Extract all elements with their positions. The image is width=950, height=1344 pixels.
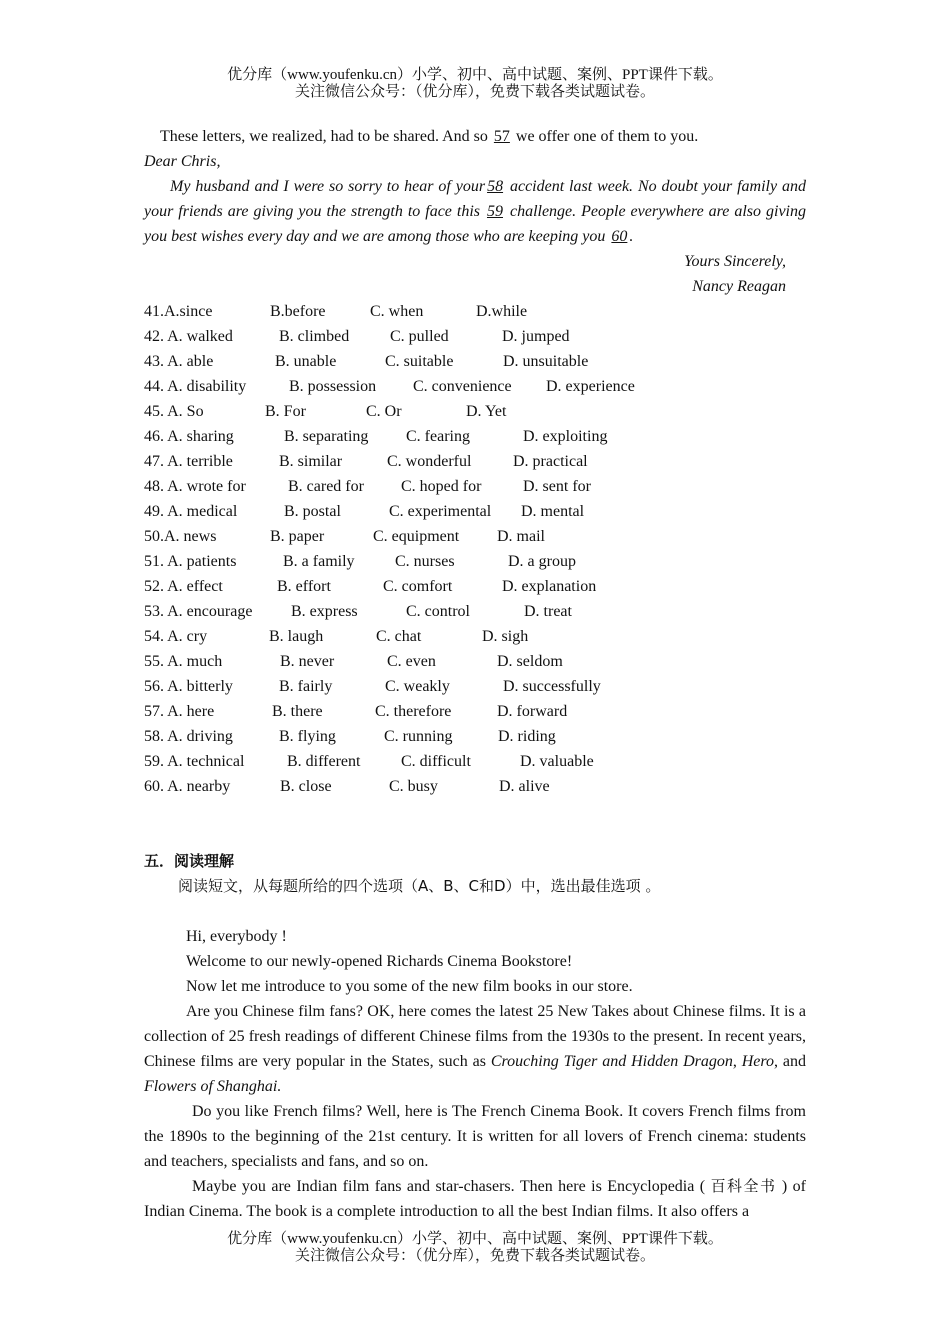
option-b: B. For xyxy=(265,403,306,420)
option-d: D. exploiting xyxy=(523,428,608,445)
option-a xyxy=(144,774,230,799)
question-row xyxy=(144,774,806,799)
option-a xyxy=(144,674,233,699)
question-number: 53. xyxy=(144,603,168,620)
blank-60: 60 xyxy=(611,228,628,245)
document-body xyxy=(144,124,806,1224)
question-row xyxy=(144,499,806,524)
option-text: A. medical xyxy=(167,503,238,520)
page-header xyxy=(0,67,950,101)
option-b: B. similar xyxy=(279,453,343,470)
option-d: D. treat xyxy=(524,603,572,620)
option-text: A. disability xyxy=(167,378,247,395)
question-list xyxy=(144,299,806,799)
option-d: D. sigh xyxy=(482,628,529,645)
letter-body-text-c: challenge. People everywhere are also giving you best wishes every day and we are among those who are keeping you xyxy=(144,203,806,245)
reading-paragraph-3 xyxy=(144,1174,806,1224)
option-text: A. bitterly xyxy=(167,678,233,695)
option-a xyxy=(144,374,246,399)
option-b: B. express xyxy=(291,603,358,620)
option-c: C. even xyxy=(387,653,436,670)
option-c: C. running xyxy=(384,728,453,745)
option-d: D. practical xyxy=(513,453,588,470)
option-b: B.before xyxy=(270,303,326,320)
question-row xyxy=(144,624,806,649)
option-text: A. patients xyxy=(167,553,237,570)
question-number: 51. xyxy=(144,553,168,570)
option-a xyxy=(144,299,212,324)
section-instruction: 阅读短文，从每题所给的四个选项（A、B、C和D）中，选出最佳选项 。 xyxy=(178,877,661,895)
option-b: B. there xyxy=(272,703,323,720)
question-row xyxy=(144,549,806,574)
option-b: B. effort xyxy=(277,578,331,595)
question-number: 45. xyxy=(144,403,168,420)
option-c: C. control xyxy=(406,603,470,620)
option-a xyxy=(144,649,222,674)
page-footer xyxy=(0,1231,950,1265)
option-b: B. cared for xyxy=(288,478,364,495)
question-row xyxy=(144,474,806,499)
question-number: 59. xyxy=(144,753,168,770)
question-number: 55. xyxy=(144,653,168,670)
option-b: B. possession xyxy=(289,378,377,395)
option-text: A. nearby xyxy=(167,778,231,795)
option-d: D. experience xyxy=(546,378,635,395)
option-c: C. nurses xyxy=(395,553,455,570)
question-row xyxy=(144,574,806,599)
blank-57: 57 xyxy=(493,128,510,145)
option-a xyxy=(144,749,244,774)
question-row xyxy=(144,649,806,674)
question-row xyxy=(144,299,806,324)
option-b: B. close xyxy=(280,778,332,795)
intro-text: These letters, we realized, had to be shared. And so xyxy=(160,128,492,145)
option-c: C. experimental xyxy=(389,503,492,520)
option-b: B. never xyxy=(280,653,335,670)
option-a xyxy=(144,424,234,449)
option-c: C. equipment xyxy=(373,528,460,545)
question-number: 48. xyxy=(144,478,168,495)
option-text: A. driving xyxy=(167,728,233,745)
question-row xyxy=(144,449,806,474)
question-row xyxy=(144,374,806,399)
option-a xyxy=(144,599,252,624)
option-a xyxy=(144,524,216,549)
encyclopedia-cn: 百科全书 xyxy=(710,1177,777,1195)
option-text: A. here xyxy=(167,703,215,720)
p3-text-b: ) of Indian Cinema. The book is a complete introduction to all the best Indian films. It also offers a xyxy=(144,1178,807,1220)
option-d: D. alive xyxy=(499,778,550,795)
option-c: C. comfort xyxy=(383,578,453,595)
question-number: 44. xyxy=(144,378,168,395)
option-c: C. Or xyxy=(366,403,402,420)
p1-sep-1: , xyxy=(732,1053,742,1070)
option-d: D.while xyxy=(476,303,528,320)
option-b: B. a family xyxy=(283,553,355,570)
option-a xyxy=(144,474,246,499)
footer-line-2: 关注微信公众号：（优分库），免费下载各类试题试卷。 xyxy=(294,1248,655,1264)
blank-59: 59 xyxy=(486,203,503,220)
option-text: A. wrote for xyxy=(167,478,246,495)
question-number: 46. xyxy=(144,428,168,445)
option-c: C. weakly xyxy=(385,678,450,695)
option-b: B. fairly xyxy=(279,678,333,695)
option-a xyxy=(144,399,204,424)
option-text: A. So xyxy=(167,403,204,420)
letter-body xyxy=(144,174,806,249)
option-text: A. encourage xyxy=(167,603,253,620)
option-c: C. chat xyxy=(376,628,422,645)
option-b: B. separating xyxy=(284,428,369,445)
option-text: A. sharing xyxy=(167,428,234,445)
question-number: 58. xyxy=(144,728,168,745)
option-d: D. a group xyxy=(508,553,576,570)
letter-signature: Nancy Reagan xyxy=(692,278,786,295)
option-d: D. Yet xyxy=(466,403,507,420)
question-number: 42. xyxy=(144,328,168,345)
question-number: 49. xyxy=(144,503,168,520)
question-row xyxy=(144,674,806,699)
option-text: A. cry xyxy=(167,628,208,645)
question-row xyxy=(144,599,806,624)
footer-line-1: 优分库（www.youfenku.cn）小学、初中、高中试题、案例、PPT课件下载。 xyxy=(227,1231,723,1247)
option-d: D. riding xyxy=(498,728,556,745)
letter-body-text-b: accident last week. No doubt your family and your friends are giving you the strength to face this xyxy=(144,178,806,220)
option-d: D. seldom xyxy=(497,653,563,670)
question-row xyxy=(144,699,806,724)
question-number: 56. xyxy=(144,678,168,695)
option-b: B. flying xyxy=(279,728,336,745)
film-title: Flowers of Shanghai. xyxy=(144,1078,282,1095)
intro-text-end: we offer one of them to you. xyxy=(511,128,699,145)
question-row xyxy=(144,524,806,549)
reading-intro: Now let me introduce to you some of the new film books in our store. xyxy=(186,978,633,995)
question-row xyxy=(144,424,806,449)
option-c: C. hoped for xyxy=(401,478,482,495)
option-text: A. terrible xyxy=(167,453,233,470)
option-c: C. pulled xyxy=(390,328,449,345)
option-d: D. mental xyxy=(521,503,585,520)
option-d: D. unsuitable xyxy=(503,353,589,370)
option-text: A. much xyxy=(167,653,223,670)
question-row xyxy=(144,349,806,374)
option-d: D. mail xyxy=(497,528,545,545)
reading-welcome: Welcome to our newly-opened Richards Cinema Bookstore! xyxy=(186,953,573,970)
option-c: C. suitable xyxy=(385,353,454,370)
option-b: B. paper xyxy=(270,528,325,545)
question-number: 54. xyxy=(144,628,168,645)
option-text: A. technical xyxy=(167,753,245,770)
option-text: A. effect xyxy=(167,578,223,595)
p1-text: Are you Chinese film fans? OK, here comes the latest 25 New Takes about Chinese films. It is a collection of 25 fresh readings of different Chinese films from the 1930s to the present. In recent years, Chinese films are very popular in the States, such as xyxy=(144,1003,806,1070)
option-d: D. forward xyxy=(497,703,568,720)
reading-paragraph-1 xyxy=(144,999,806,1099)
letter-closing: Yours Sincerely, xyxy=(684,253,786,270)
question-number: 57. xyxy=(144,703,168,720)
letter-body-text-a: My husband and I were so sorry to hear of your xyxy=(170,178,486,195)
option-c: C. therefore xyxy=(375,703,452,720)
option-text: A. able xyxy=(167,353,214,370)
option-d: D. successfully xyxy=(503,678,601,695)
option-b: B. climbed xyxy=(279,328,350,345)
option-text: A. walked xyxy=(167,328,233,345)
option-b: B. laugh xyxy=(269,628,324,645)
question-number: 41. xyxy=(144,303,164,320)
option-d: D. sent for xyxy=(523,478,591,495)
option-a xyxy=(144,499,237,524)
question-row xyxy=(144,324,806,349)
blank-58: 58 xyxy=(487,178,504,195)
question-number: 47. xyxy=(144,453,168,470)
option-d: D. jumped xyxy=(502,328,570,345)
option-a xyxy=(144,574,223,599)
option-text: A. news xyxy=(164,528,217,545)
film-title: Hero xyxy=(741,1053,775,1070)
reading-paragraph-2: Do you like French films? Well, here is The French Cinema Book. It covers French films from the 1890s to the beginning of the 21st century. It is written for all lovers of French cinema: students and teachers, specialists and fans, and so on. xyxy=(144,1103,806,1170)
option-b: B. unable xyxy=(275,353,337,370)
intro-line xyxy=(144,124,806,149)
option-a xyxy=(144,324,233,349)
option-a xyxy=(144,724,233,749)
question-number: 52. xyxy=(144,578,168,595)
option-c: C. wonderful xyxy=(387,453,472,470)
option-a xyxy=(144,449,233,474)
section-title: 五．阅读理解 xyxy=(144,852,235,870)
option-c: C. busy xyxy=(389,778,438,795)
letter-salutation: Dear Chris, xyxy=(144,153,221,170)
option-c: C. fearing xyxy=(406,428,470,445)
letter-body-text-d: . xyxy=(629,228,634,245)
option-a xyxy=(144,699,214,724)
question-number: 43. xyxy=(144,353,168,370)
question-row xyxy=(144,749,806,774)
option-c: C. convenience xyxy=(413,378,512,395)
p3-text-a: Maybe you are Indian film fans and star-chasers. Then here is Encyclopedia ( xyxy=(192,1178,711,1195)
option-b: B. different xyxy=(287,753,361,770)
option-a xyxy=(144,624,207,649)
option-a xyxy=(144,349,213,374)
option-d: D. valuable xyxy=(520,753,594,770)
question-number: 60. xyxy=(144,778,168,795)
question-row xyxy=(144,724,806,749)
option-c: C. difficult xyxy=(401,753,471,770)
option-b: B. postal xyxy=(284,503,341,520)
header-line-2: 关注微信公众号：（优分库），免费下载各类试题试卷。 xyxy=(294,84,655,100)
question-row xyxy=(144,399,806,424)
option-text: A.since xyxy=(164,303,213,320)
spacer xyxy=(144,899,806,924)
option-a xyxy=(144,549,236,574)
option-c: C. when xyxy=(370,303,424,320)
question-number: 50. xyxy=(144,528,164,545)
header-line-1: 优分库（www.youfenku.cn）小学、初中、高中试题、案例、PPT课件下载。 xyxy=(227,67,723,83)
film-title: Crouching Tiger and Hidden Dragon xyxy=(490,1053,733,1070)
reading-greeting: Hi, everybody ! xyxy=(186,928,287,945)
p1-sep-2: , and xyxy=(774,1053,807,1070)
option-d: D. explanation xyxy=(502,578,597,595)
